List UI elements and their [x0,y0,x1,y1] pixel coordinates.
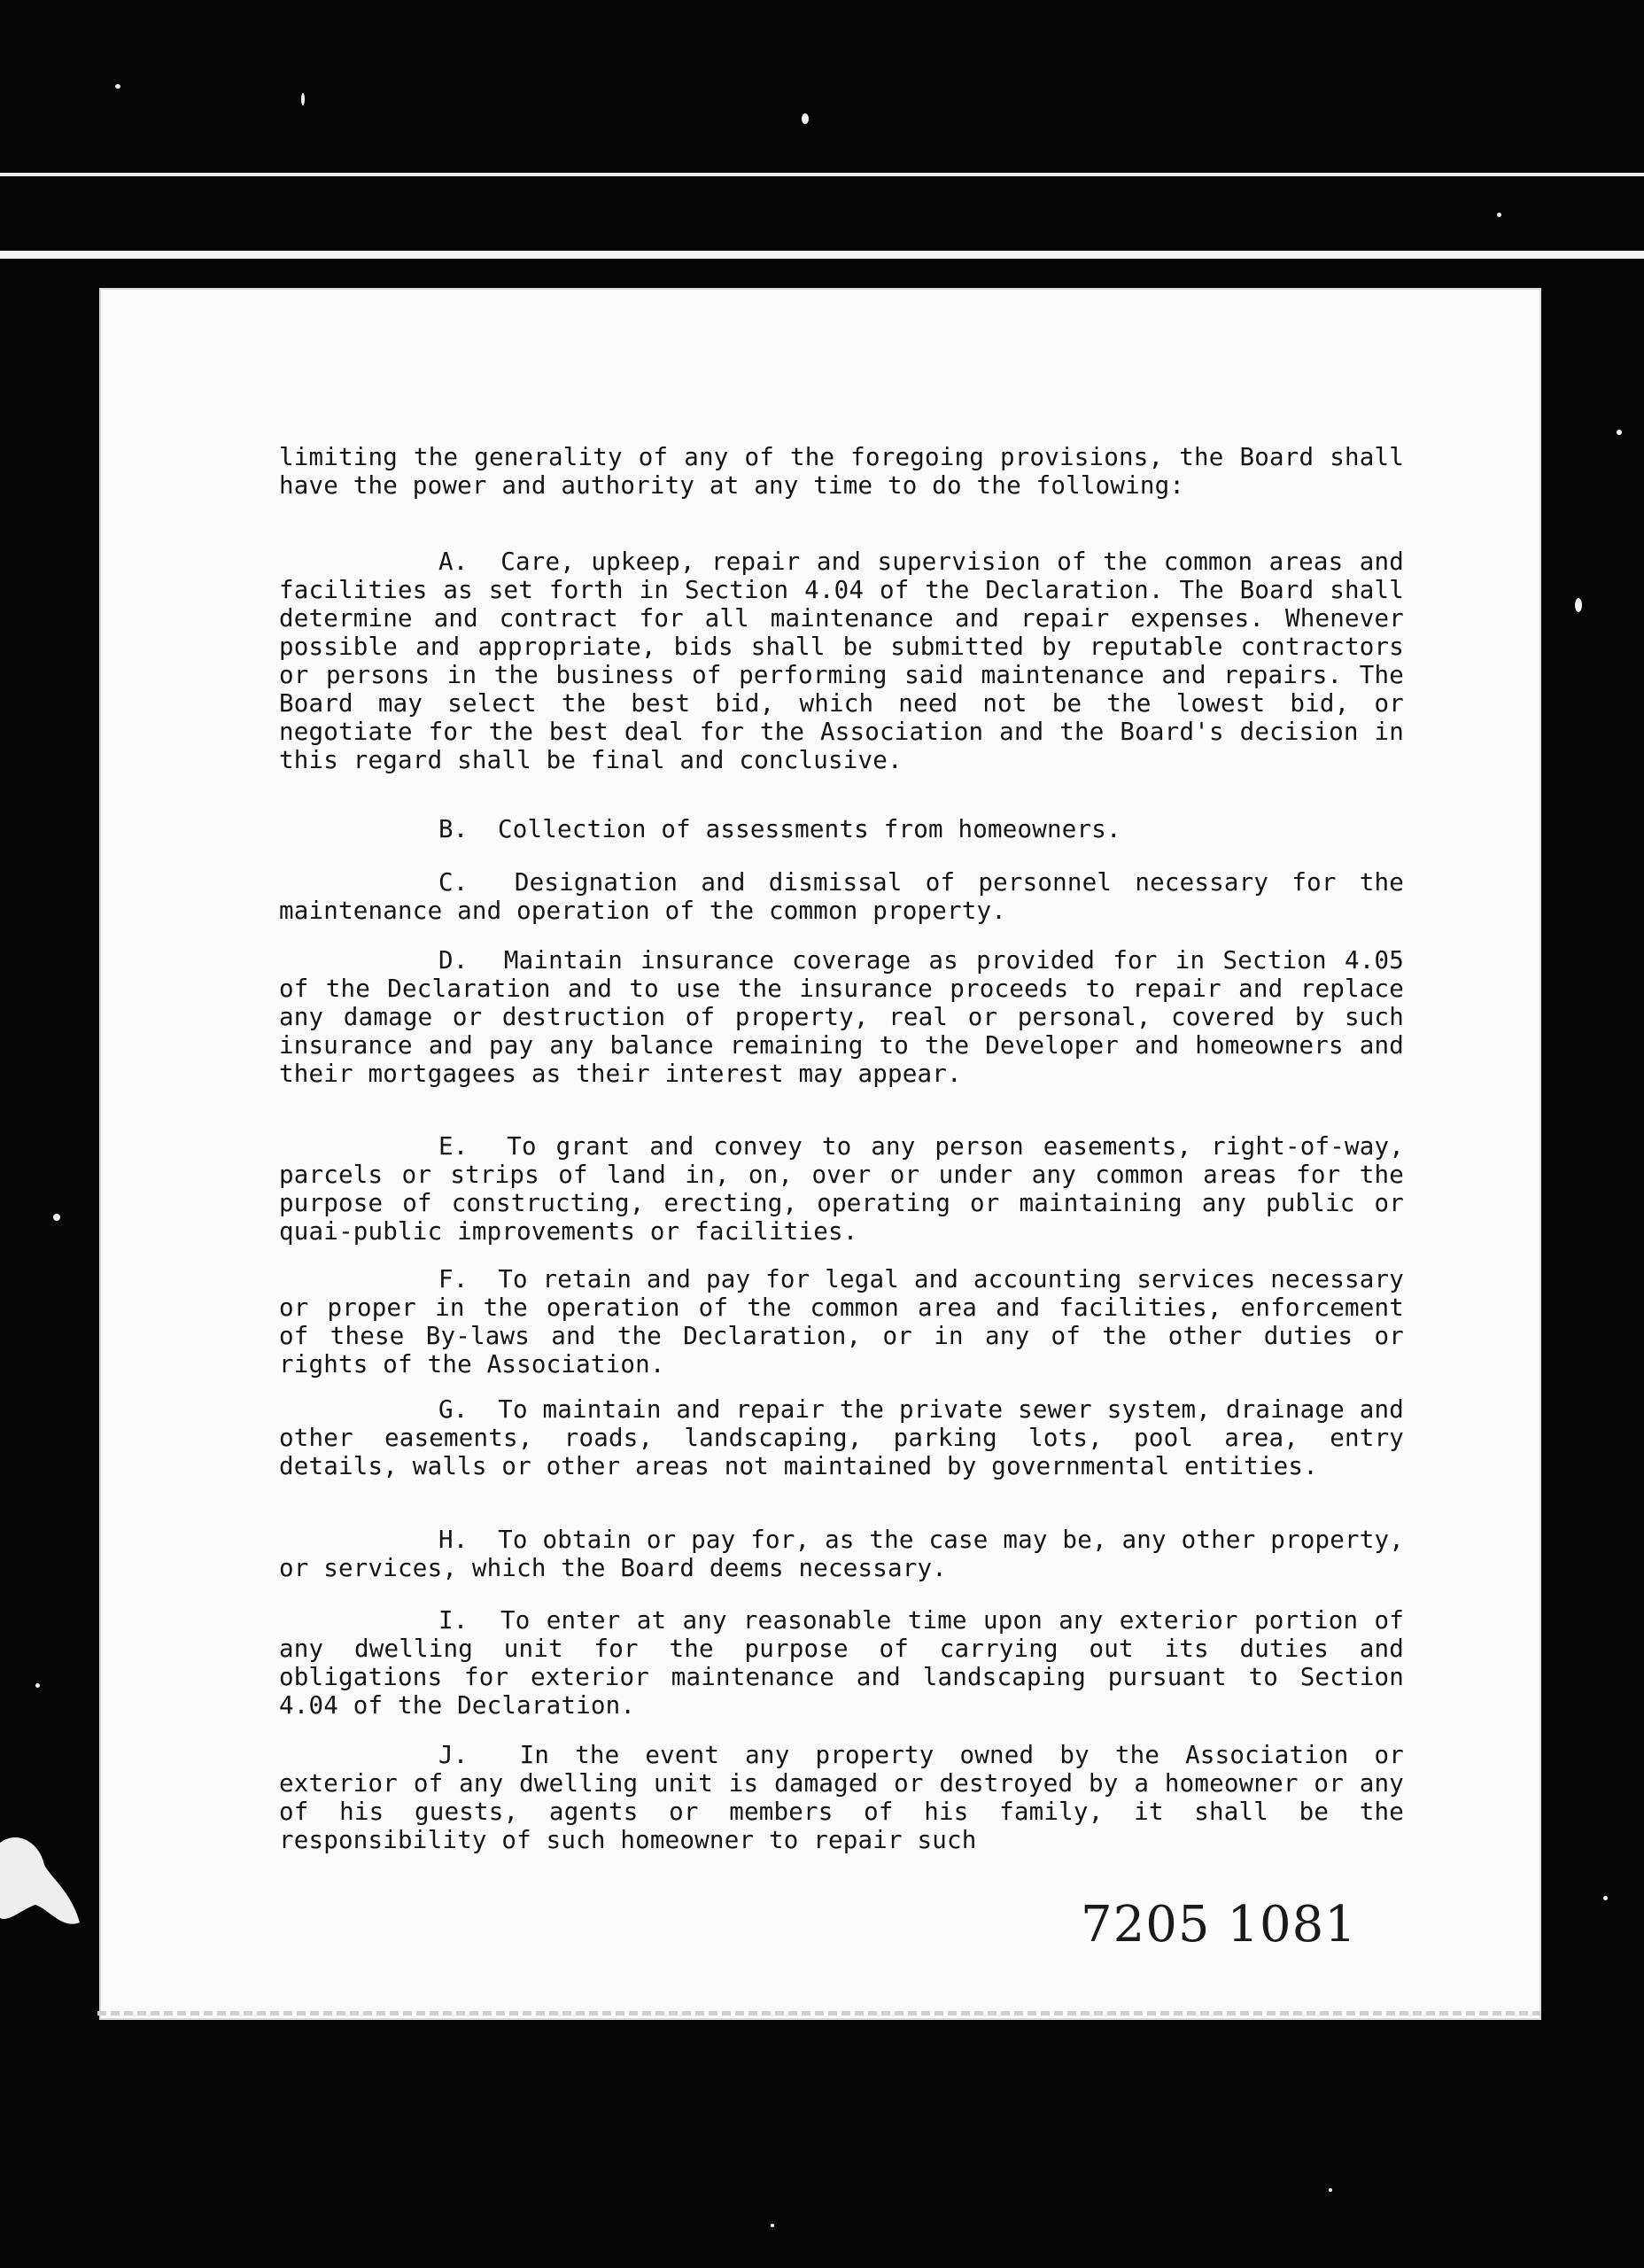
item-text: Care, upkeep, repair and supervision of the common areas and facilities as set forth in Section 4.04 of the Declaration. The Board shall determine and contract for all maintenance and repair expenses. Whenever possible and appropriate, bids shall be submitted by reputable contractors or persons in the business of performing said maintenance and repairs. The Board may select the best bid, which need not be the lowest bid, or negotiate for the best deal for the Association and the Board's decision in this regard shall be final and conclusive. [279,548,1405,774]
speck [802,113,809,124]
item-d [279,946,1404,1088]
item-text: To obtain or pay for, as the case may be, any other property, or services, which the Board deems necessary. [279,1526,1405,1582]
item-i [279,1606,1404,1720]
item-letter: H. [438,1526,469,1554]
ink-blot [0,1825,84,1940]
speck [301,93,305,105]
item-letter: D. [438,946,469,975]
item-text: Maintain insurance coverage as provided for in Section 4.05 of the Declaration and to use the insurance proceeds to repair and replace any damage or destruction of property, real or personal, covered by such insurance and pay any balance remaining to the Developer and homeowners and their mortgagees as their interest may appear. [279,946,1404,1088]
item-text: To enter at any reasonable time upon any exterior portion of any dwelling unit for the purpose of carrying out its duties and obligations for exterior maintenance and landscaping pursuant to Section 4.04 of the Declaration. [279,1606,1405,1720]
item-letter: B. [438,815,469,843]
item-a [279,548,1404,774]
item-letter: F. [438,1265,469,1293]
item-letter: J. [438,1741,469,1769]
item-g [279,1395,1404,1480]
speck [35,1683,40,1688]
item-text: Collection of assessments from homeowners. [498,815,1121,843]
item-b [279,815,1404,843]
item-text: To maintain and repair the private sewer system, drainage and other easements, roads, landscaping, parking lots, pool area, entry details, walls or other areas not maintained by governmental entities. [279,1395,1405,1480]
item-letter: A. [438,548,469,576]
item-h [279,1526,1404,1582]
item-e [279,1132,1404,1246]
page-number: 7205 1081 [1081,1896,1357,1953]
speck [1575,598,1582,612]
item-text: To retain and pay for legal and accounting services necessary or proper in the operation of the common area and facilities, enforcement of these By-laws and the Declaration, or in any of the other duties or rights of the Association. [279,1265,1405,1379]
item-c [279,868,1404,925]
item-text: To grant and convey to any person easements, right-of-way, parcels or strips of land in, on, over or under any common areas for the purpose of constructing, erecting, operating or maintaining any public or quai-public improvements or facilities. [279,1132,1404,1246]
intro-paragraph: limiting the generality of any of the foregoing provisions, the Board shall have the power and authority at any time to do the following: [279,443,1404,500]
speck [1617,430,1622,435]
top-scan-line [0,173,1644,176]
item-letter: E. [438,1132,469,1161]
item-letter: C. [438,868,469,897]
item-letter: I. [438,1606,469,1635]
page-bottom-edge [97,2011,1541,2016]
top-scan-line-2 [0,251,1644,259]
speck [115,84,120,89]
speck [1497,213,1501,217]
speck [53,1214,60,1221]
item-f [279,1265,1404,1379]
speck [771,2224,774,2227]
item-text: In the event any property owned by the Association or exterior of any dwelling unit is damaged or destroyed by a homeowner or any of his guests, agents or members of his family, it shall be the responsibility of such homeowner to repair such [279,1741,1405,1854]
speck [1603,1896,1608,1900]
speck [1329,2188,1332,2192]
item-j [279,1741,1404,1854]
item-text: Designation and dismissal of personnel necessary for the maintenance and operation of the common property. [279,868,1405,925]
item-letter: G. [438,1395,469,1424]
